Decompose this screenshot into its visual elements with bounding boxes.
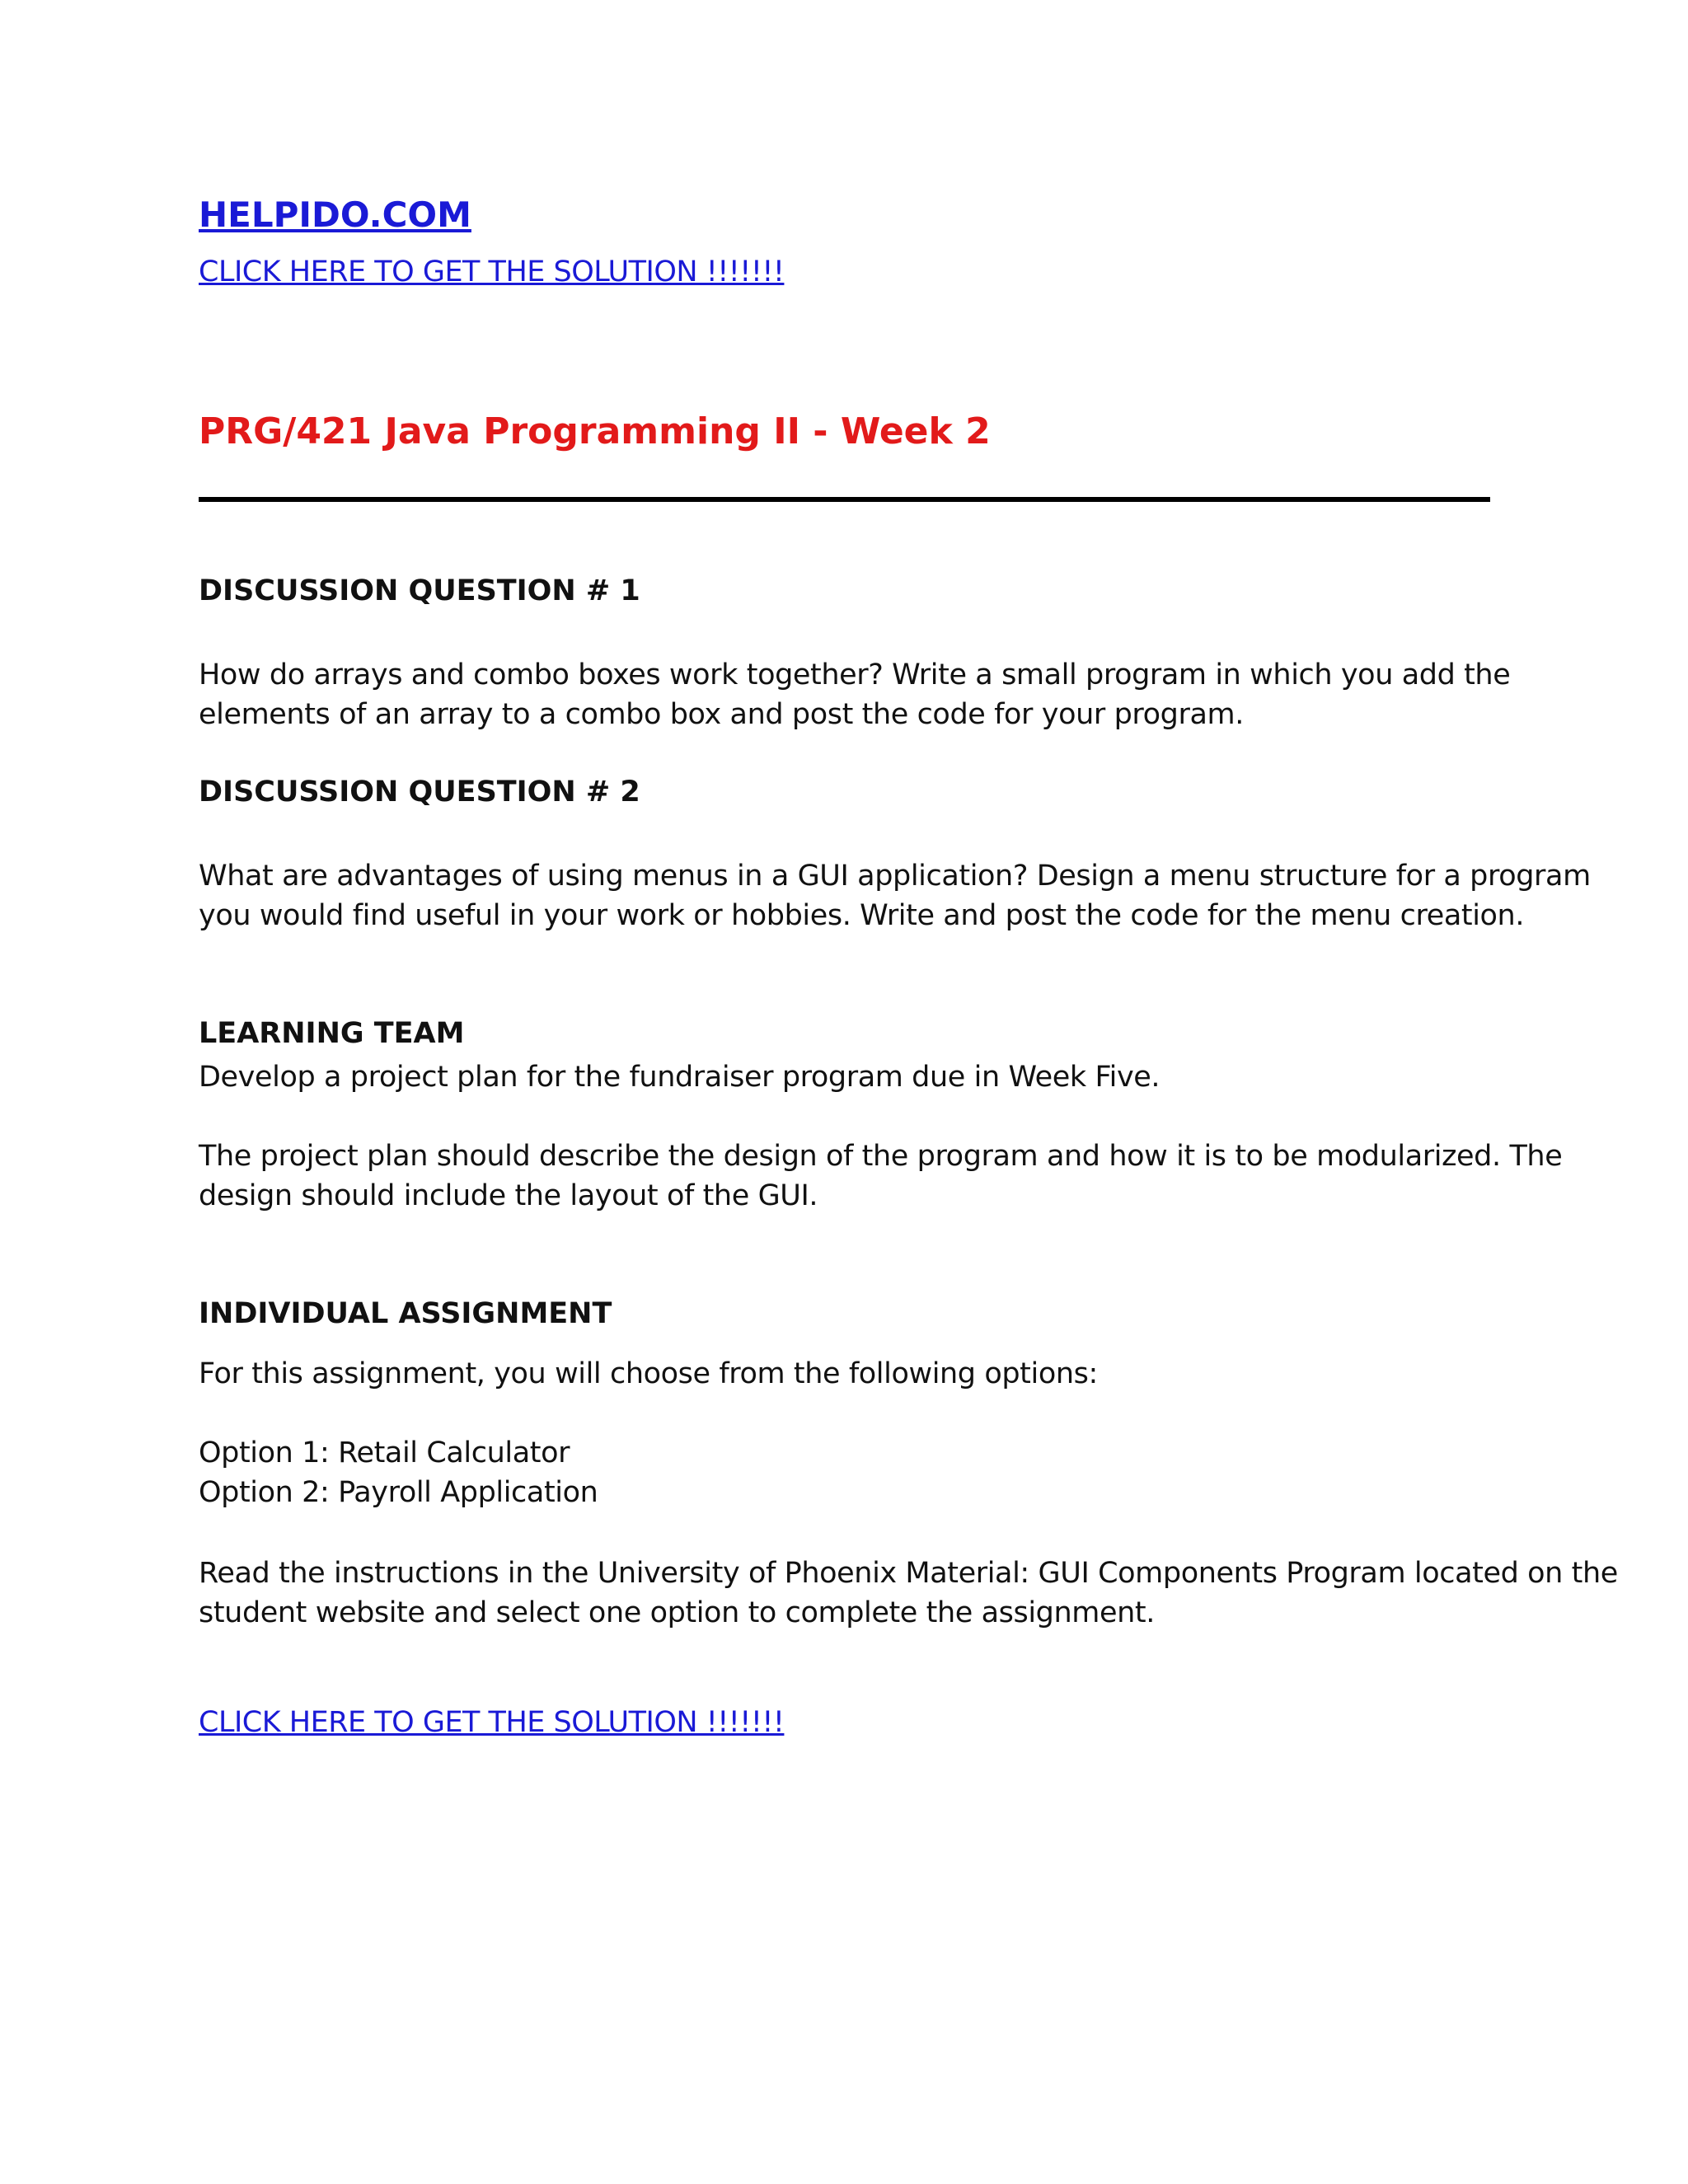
learning-team-line-3: design should include the layout of the GUI. [199,1179,818,1212]
individual-assignment-heading: INDIVIDUAL ASSIGNMENT [199,1297,612,1330]
individual-intro: For this assignment, you will choose from the following options: [199,1357,1098,1390]
individual-line-2: student website and select one option to complete the assignment. [199,1596,1155,1629]
page-title: PRG/421 Java Programming II - Week 2 [199,410,991,452]
learning-team-line-1: Develop a project plan for the fundraiser program due in Week Five. [199,1061,1160,1094]
option-1: Option 1: Retail Calculator [199,1436,570,1469]
solution-link-bottom[interactable]: CLICK HERE TO GET THE SOLUTION !!!!!!! [199,1706,785,1739]
learning-team-line-2: The project plan should describe the design of the program and how it is to be modularized. The [199,1140,1563,1173]
site-name-link[interactable]: HELPIDO.COM [199,194,471,235]
individual-line-1: Read the instructions in the University of Phoenix Material: GUI Components Program located on the [199,1557,1618,1590]
dq1-line-1: How do arrays and combo boxes work together? Write a small program in which you add the [199,658,1511,691]
dq2-heading: DISCUSSION QUESTION # 2 [199,776,640,808]
learning-team-heading: LEARNING TEAM [199,1017,465,1050]
dq2-line-2: you would find useful in your work or hobbies. Write and post the code for the menu creation. [199,899,1525,932]
horizontal-rule [199,497,1490,502]
option-2: Option 2: Payroll Application [199,1476,598,1509]
dq2-line-1: What are advantages of using menus in a GUI application? Design a menu structure for a program [199,860,1591,893]
dq1-heading: DISCUSSION QUESTION # 1 [199,574,640,607]
solution-link-top[interactable]: CLICK HERE TO GET THE SOLUTION !!!!!!! [199,255,785,288]
dq1-line-2: elements of an array to a combo box and post the code for your program. [199,698,1244,731]
